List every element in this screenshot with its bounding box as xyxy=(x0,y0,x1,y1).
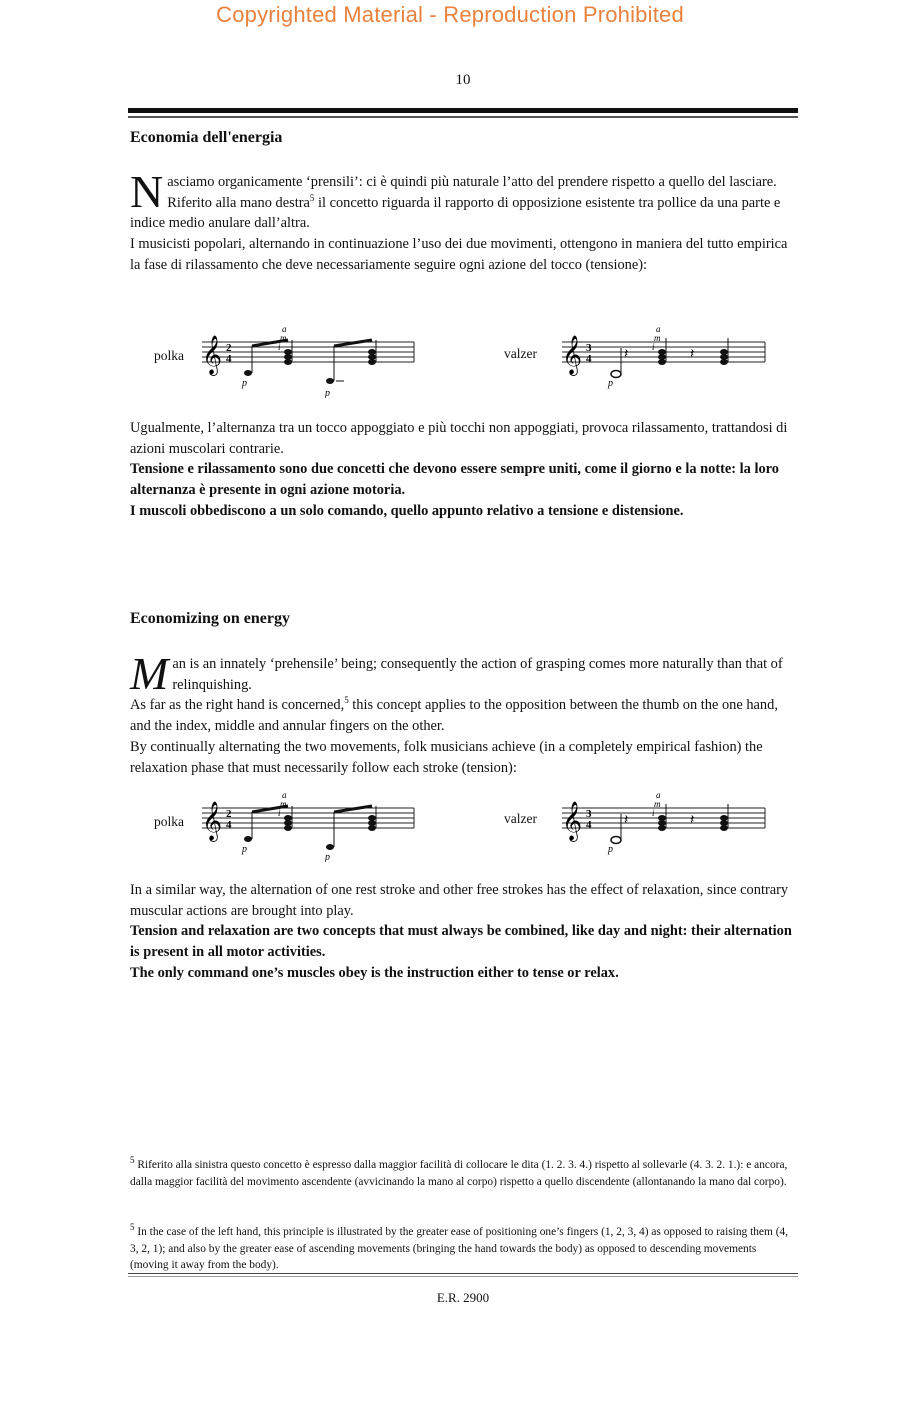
valzer-finger-p: p xyxy=(608,378,613,389)
footnote-english-mark: 5 xyxy=(130,1222,135,1233)
english-para-2-b: this concept applies to the opposition between the thumb on the one hand, and the index, middle and annular fingers on the other. xyxy=(130,697,778,735)
svg-text:a: a xyxy=(656,790,661,800)
italian-bold-1: Tensione e rilassamento sono due concetti che devono essere sempre uniti, come il giorno e la notte: la loro alternanza è presente in ogni azione motoria. xyxy=(130,461,779,499)
italian-bold-2: I muscoli obbediscono a un solo comando, quello appunto relativo a tensione e distensione. xyxy=(130,502,684,519)
valzer-treble-clef: 𝄞 xyxy=(562,335,583,375)
label-polka: polka xyxy=(154,348,184,363)
italian-body xyxy=(130,166,800,276)
english-para-3: By continually alternating the two movements, folk musicians achieve (in a completely empirical fashion) the relaxation phase that must necessarily follow each stroke (tension): xyxy=(130,738,763,776)
polka-treble-clef: 𝄞 xyxy=(202,335,223,375)
valzer-bass-half-note xyxy=(611,371,621,378)
svg-text:p: p xyxy=(608,844,613,855)
english-bold-1: Tension and relaxation are two concepts that must always be combined, like day and night: their alternation is present in all motor activities. xyxy=(130,923,792,961)
polka-bass-note-1 xyxy=(244,370,252,376)
footnote-italian-mark: 5 xyxy=(130,1155,135,1166)
svg-text:i: i xyxy=(278,808,281,818)
music-staff-svg xyxy=(150,318,780,398)
italian-footnote-ref: 5 xyxy=(309,192,315,203)
svg-text:𝄽: 𝄽 xyxy=(690,813,695,828)
valzer-finger-i: i xyxy=(652,342,655,352)
italian-drop-cap: N xyxy=(130,166,164,217)
valzer-finger-m: m xyxy=(654,333,661,343)
footnote-italian-text: Riferito alla sinistra questo concetto è espresso dalla maggior facilità di collocare le dita (1. 2. 3. 4.) rispetto al sollevarle (4. 3. 2. 1.): e ancora, dalla maggior facilità del movimento ascendente (avvicinando la mano al corpo) rispetto a quello discendente (allontanando la mano dal corpo). xyxy=(130,1159,788,1188)
english-drop-cap: M xyxy=(130,648,169,699)
svg-text:𝄽: 𝄽 xyxy=(624,813,629,828)
copyright-watermark: Copyrighted Material - Reproduction Prohibited xyxy=(216,2,684,27)
footnote-italian xyxy=(130,1157,795,1190)
english-para-1-text: an is an innately ‘prehensile’ being; consequently the action of grasping comes more naturally than that of relinquishing. xyxy=(172,656,783,693)
label-valzer-en: valzer xyxy=(504,811,537,826)
polka-bass-note-2 xyxy=(326,378,334,384)
polka-finger-i: i xyxy=(278,342,281,352)
svg-text:m: m xyxy=(280,799,287,809)
italian-para-4: Ugualmente, l’alternanza tra un tocco appoggiato e più tocchi non appoggiati, provoca rilassamento, trattandosi di azioni muscolari contrarie. xyxy=(130,420,788,457)
label-polka-en: polka xyxy=(154,814,184,829)
english-para-1 xyxy=(130,648,800,699)
label-valzer: valzer xyxy=(504,346,537,361)
english-body xyxy=(130,648,800,778)
polka-finger-a: a xyxy=(282,324,287,334)
svg-text:2: 2 xyxy=(226,808,232,820)
music-example-english xyxy=(150,782,780,862)
valzer-rest-1: 𝄽 xyxy=(624,347,629,362)
footnote-english-text: In the case of the left hand, this principle is illustrated by the greater ease of positioning one’s fingers (1, 2, 3, 4) as opposed to raising them (4, 3, 2, 1); and also by the greater ease of ascending movements (bringing the hand towards the body) as opposed to descending movements (moving it away from the body). xyxy=(130,1226,789,1271)
italian-para-2-b: il concetto riguarda il rapporto di opposizione esistente tra pollice da una parte e indice medio anulare dall’altra. xyxy=(130,194,781,232)
publisher-code: E.R. 2900 xyxy=(436,1290,490,1305)
english-footnote-ref: 5 xyxy=(344,695,349,706)
valzer-treble-clef-en: 𝄞 xyxy=(562,801,583,841)
valzer-rest-2: 𝄽 xyxy=(690,347,695,362)
polka-finger-p-1: p xyxy=(242,378,247,389)
footer-rule xyxy=(128,1273,798,1274)
music-staff-svg-en xyxy=(150,782,780,862)
svg-text:m: m xyxy=(654,799,661,809)
italian-para-3: I musicisti popolari, alternando in continuazione l’uso dei due movimenti, ottengono in maniera del tutto empirica la fase di rilassamento che deve necessariamente seguire ogni azione del tocco (tensione): xyxy=(130,236,788,273)
page-number: 10 xyxy=(455,72,471,88)
valzer-finger-a: a xyxy=(656,324,661,334)
english-body-2 xyxy=(130,880,800,984)
music-example-italian xyxy=(150,318,780,398)
svg-text:3: 3 xyxy=(586,808,592,820)
valzer-time-bottom: 4 xyxy=(586,353,592,365)
polka-treble-clef-en: 𝄞 xyxy=(202,801,223,841)
svg-text:a: a xyxy=(282,790,287,800)
english-para-2-a: As far as the right hand is concerned, xyxy=(130,697,345,714)
polka-finger-p-2: p xyxy=(325,388,330,398)
polka-staff-lines xyxy=(202,342,414,362)
italian-para-2-a: Riferito alla mano destra xyxy=(167,194,310,211)
polka-finger-p-en-2: p xyxy=(325,852,330,862)
polka-beam-2 xyxy=(334,340,372,346)
svg-text:4: 4 xyxy=(586,819,592,831)
english-bold-2: The only command one’s muscles obey is the instruction either to tense or relax. xyxy=(130,964,619,981)
italian-body-2 xyxy=(130,418,800,522)
footnote-english xyxy=(130,1224,795,1274)
english-para-2 xyxy=(130,695,800,736)
header-rule xyxy=(128,108,798,113)
svg-text:i: i xyxy=(652,808,655,818)
polka-time-top: 2 xyxy=(226,342,232,354)
english-para-4: In a similar way, the alternation of one rest stroke and other free strokes has the effect of relaxation, since contrary muscular actions are brought into play. xyxy=(130,882,789,919)
header-rule-secondary xyxy=(128,116,798,118)
italian-heading: Economia dell'energia xyxy=(130,129,283,146)
polka-finger-p-en-1: p xyxy=(242,844,247,855)
svg-text:4: 4 xyxy=(226,819,232,831)
italian-para-1-text: asciamo organicamente ‘prensili’: ci è quindi più naturale l’atto del prendere rispetto a quello del lasciare. xyxy=(167,174,777,190)
english-heading: Economizing on energy xyxy=(130,610,290,627)
valzer-time-top: 3 xyxy=(586,342,592,354)
italian-para-2 xyxy=(130,193,800,234)
polka-time-bottom: 4 xyxy=(226,353,232,365)
polka-finger-m: m xyxy=(280,333,287,343)
footer-rule-secondary xyxy=(128,1276,798,1277)
